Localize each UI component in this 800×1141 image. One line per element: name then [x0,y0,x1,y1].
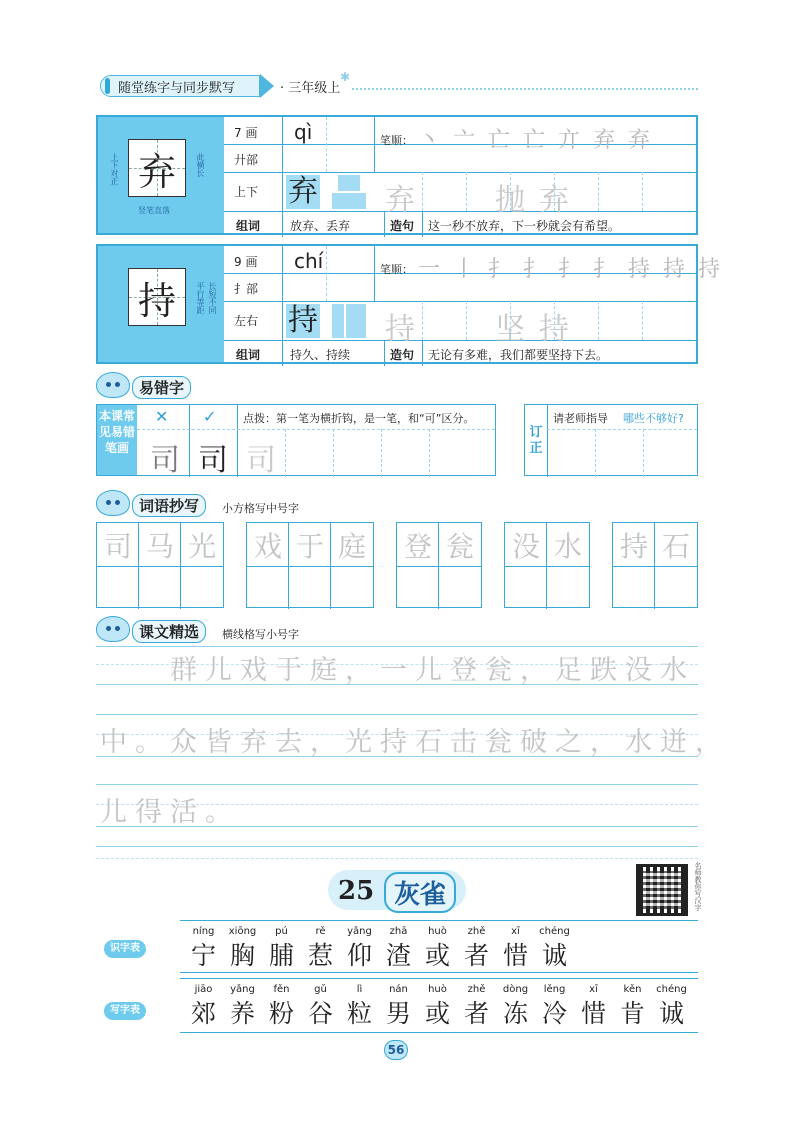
writing-tip-right: 此横长 [196,153,205,177]
vocab-item: zhā 渣 [385,926,411,970]
vocab-item: níng 宁 [190,926,216,970]
zuci-words: 持久、持续 [290,348,351,362]
zaoju-label: 造句 [390,219,415,233]
trace-char: 坚 [495,312,525,347]
question-label: 哪些不够好? [623,412,684,425]
word-char: 登 [403,529,432,563]
writing-tip-bottom: 竖笔直落 [138,206,170,215]
teacher-guide-label: 请老师指导 [553,412,608,425]
series-title: 随堂练字与同步默写 [118,80,236,96]
word-char: 司 [103,529,132,563]
structure: 上下 [234,185,259,199]
xiezi-row [184,984,691,1030]
star-icon: ✱ [340,70,351,84]
model-char-box [128,139,186,197]
trace-char: 司 [246,443,276,478]
word-char: 于 [295,529,324,563]
vocab-item: lěng 冷 [541,984,567,1028]
stroke-count: 7 画 [234,126,258,140]
structure: 左右 [234,314,259,328]
word-char: 戏 [253,529,282,563]
word-char: 光 [187,529,216,563]
vocab-item: dòng 冻 [502,984,529,1028]
pinyin: chí [294,249,324,273]
stroke-order: 丶 亠 亡 亡 亣 弃 弃 [418,128,653,153]
series-title-banner [100,75,260,97]
vocab-item: xiōng 胸 [228,926,257,970]
correction-box [524,404,698,476]
radical: 廾部 [234,153,259,167]
header-arrow [260,74,274,98]
radical: 扌部 [234,282,259,296]
model-char: 弃 [137,149,176,194]
char-card-qi [96,115,698,235]
pinyin: qì [294,120,313,144]
trace-char: 持 [539,312,569,347]
panda-icon [96,372,130,398]
vocab-item: zhě 者 [463,984,489,1028]
trace-char: 抛 [495,183,525,218]
char-card-chi [96,244,723,364]
error-char-box [96,404,496,476]
header-divider [352,88,698,90]
trace-char: 持 [385,312,415,347]
vocab-item: rě 惹 [307,926,333,970]
vocab-item: yǎng 仰 [346,926,372,970]
lesson-number: 25 [338,876,375,906]
vocab-item: gǔ 谷 [307,984,333,1028]
wrong-char: 司 [150,443,180,478]
lesson-title: 灰雀 [384,872,456,913]
vocab-item: chéng 诚 [656,984,687,1028]
zuci-label: 组词 [236,219,261,233]
zuci-label: 组词 [236,348,261,362]
zuci-words: 放弃、丢弃 [290,219,351,233]
passage-line: 群儿戏于庭，一儿登瓮，足跌没水 [170,655,695,686]
model-char: 持 [137,278,176,323]
highlighted-char: 弃 [288,174,318,209]
word-char: 马 [145,529,174,563]
word-group [612,522,698,608]
word-char: 石 [661,529,690,563]
vocab-item: nán 男 [385,984,411,1028]
vocab-item: jiāo 郊 [190,984,216,1028]
stroke-order-label: 笔顺： [380,134,413,147]
highlighted-char: 持 [288,303,318,338]
vocab-item: lì 粒 [346,984,372,1028]
word-group [96,522,224,608]
word-char: 水 [553,529,582,563]
writing-tip-left: 平行等距 [196,282,205,314]
zaoju-label: 造句 [390,348,415,362]
vocab-item: kěn 肯 [619,984,645,1028]
vocab-item: chéng 诚 [539,926,570,970]
stroke-count: 9 画 [234,255,258,269]
trace-char: 弃 [385,183,415,218]
error-tip: 点拨：第一笔为横折钩，是一笔，和“可”区分。 [243,412,475,425]
vocab-item: xī 惜 [502,926,528,970]
writing-tip-left: 上下对正 [110,153,119,185]
passage-line: 儿得活。 [100,797,240,828]
word-group [396,522,482,608]
right-icon: ✓ [203,407,217,426]
vocab-item: huò 或 [424,926,450,970]
writing-tip-right: 长短不同 [208,282,217,314]
model-char-box [128,268,186,326]
word-group [504,522,590,608]
panda-icon [96,490,130,516]
error-side-label: 本课常见易错笔画 [97,405,137,475]
stroke-order: 一 丨 扌 扌 扌 扌 持 持 持 [418,257,723,282]
qr-note: 名师教你写汉字 [694,862,702,911]
passage-line: 中。众皆弃去，光持石击瓮破之，水迸， [100,727,730,758]
correction-label: 订正 [529,425,543,456]
vocab-item: pú 脯 [268,926,294,970]
structure-diagram [332,175,366,209]
zaoju-sentence: 无论有多难，我们都要坚持下去。 [428,348,609,362]
zaoju-sentence: 这一秒不放弃，下一秒就会有希望。 [428,219,621,233]
section-title-errors: 易错字 [132,376,191,399]
vocab-item: xī 惜 [580,984,606,1028]
wrong-icon: ✕ [155,407,169,426]
xiezi-label: 写字表 [104,1002,146,1020]
vocab-item: huò 或 [424,984,450,1028]
trace-char: 弃 [539,183,569,218]
word-char: 庭 [337,529,366,563]
section-subtitle: 小方格写中号字 [222,502,299,515]
shizi-row [184,926,574,972]
right-char: 司 [198,443,228,478]
word-group [246,522,374,608]
word-char: 持 [619,529,648,563]
section-subtitle: 横线格写小号字 [222,628,299,641]
section-title-passage: 课文精选 [132,620,206,643]
panda-icon [96,616,130,642]
page-number: 56 [384,1040,408,1060]
word-char: 瓮 [445,529,474,563]
word-char: 没 [511,529,540,563]
structure-diagram [332,304,366,338]
stroke-order-label: 笔顺： [380,263,413,276]
qr-code-icon[interactable] [636,864,688,916]
section-title-copy-words: 词语抄写 [132,494,206,517]
vocab-item: yǎng 养 [229,984,255,1028]
vocab-item: zhě 者 [463,926,489,970]
grade-label: · 三年级上 [280,81,341,96]
vocab-item: fěn 粉 [268,984,294,1028]
shizi-label: 识字表 [104,940,146,958]
